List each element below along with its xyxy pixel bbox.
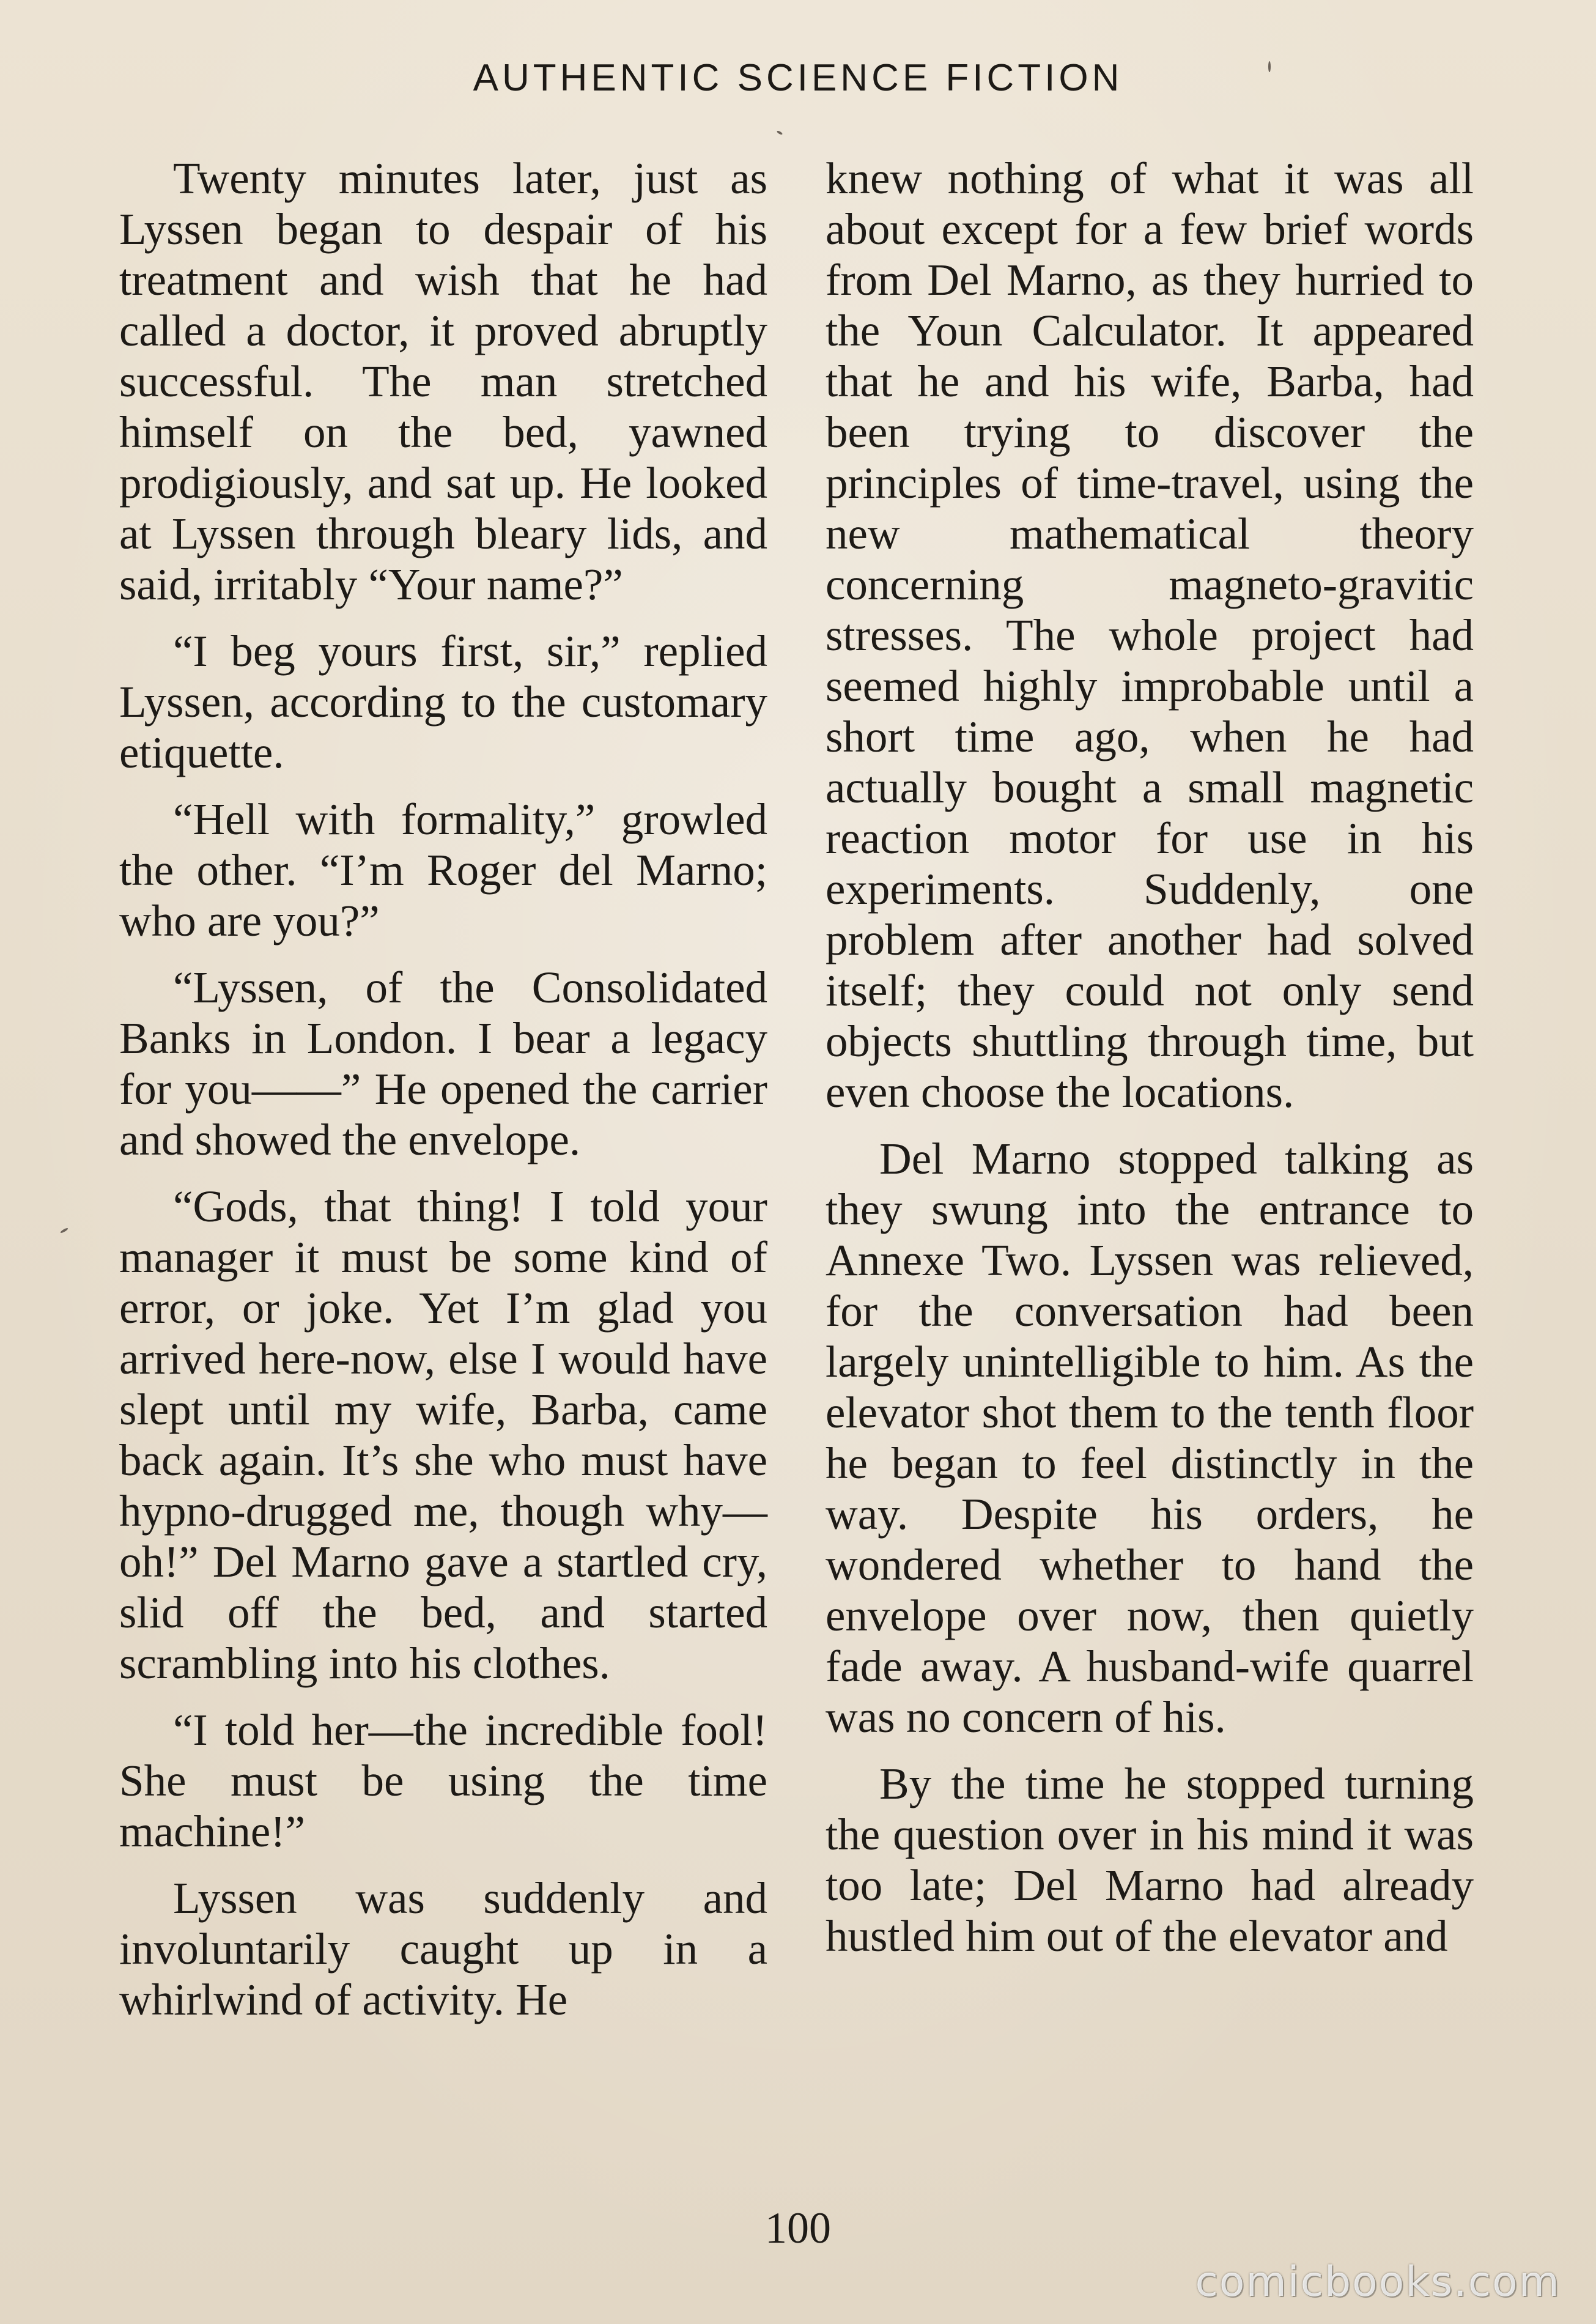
print-speck <box>1268 61 1271 72</box>
paragraph: Lyssen was suddenly and involuntarily caught up in a whirlwind of activity. He <box>119 1873 767 2024</box>
paragraph: “I beg yours first, sir,” replied Lyssen, according to the customary etiquette. <box>119 626 767 777</box>
print-speck <box>777 130 783 135</box>
paragraph: “Gods, that thing! I told your manager it must be some kind of error, or joke. Yet I’m glad you arrived here-now, else I would have slept until my wife, Barba, came back again. It’s she who must have hypno-drugged me, though why—oh!” Del Marno gave a startled cry, slid off the bed, and started scrambling into his clothes. <box>119 1182 767 1688</box>
paragraph: “I told her—the incredible fool! She must be using the time machine!” <box>119 1705 767 1856</box>
running-header: AUTHENTIC SCIENCE FICTION <box>473 57 1123 99</box>
right-column <box>826 153 1474 1961</box>
paragraph: “Hell with formality,” growled the other. “I’m Roger del Marno; who are you?” <box>119 794 767 946</box>
paragraph: Twenty minutes later, just as Lyssen began to despair of his treatment and wish that he had called a doctor, it proved abruptly successful. The man stretched himself on the bed, yawned prodigiously, and sat up. He looked at Lyssen through bleary lids, and said, irritably “Your name?” <box>119 154 767 609</box>
paragraph: “Lyssen, of the Consolidated Banks in London. I bear a legacy for you——” He opened the carrier and showed the envelope. <box>119 963 767 1164</box>
paragraph: By the time he stopped turning the question over in his mind it was too late; Del Marno had already hustled him out of the elevator and <box>826 1759 1474 1961</box>
watermark: comicbooks.com <box>1195 2258 1561 2306</box>
left-column <box>119 153 767 2025</box>
paragraph: Del Marno stopped talking as they swung into the entrance to Annexe Two. Lyssen was relieved, for the conversation had been largely unintelligible to him. As the elevator shot them to the tenth floor he began to feel distinctly in the way. Despite his orders, he wondered whether to hand the envelope over now, then quietly fade away. A husband-wife quarrel was no concern of his. <box>826 1134 1474 1742</box>
print-speck <box>60 1227 68 1234</box>
page-number: 100 <box>765 2204 831 2252</box>
paragraph: knew nothing of what it was all about except for a few brief words from Del Marno, as they hurried to the Youn Calculator. It appeared that he and his wife, Barba, had been trying to discover the principles of time-travel, using the new mathematical theory concerning magneto-gravitic stresses. The whole project had seemed highly improbable until a short time ago, when he had actually bought a small magnetic reaction motor for use in his experiments. Suddenly, one problem after another had solved itself; they could not only send objects shuttling through time, but even choose the locations. <box>826 154 1474 1117</box>
